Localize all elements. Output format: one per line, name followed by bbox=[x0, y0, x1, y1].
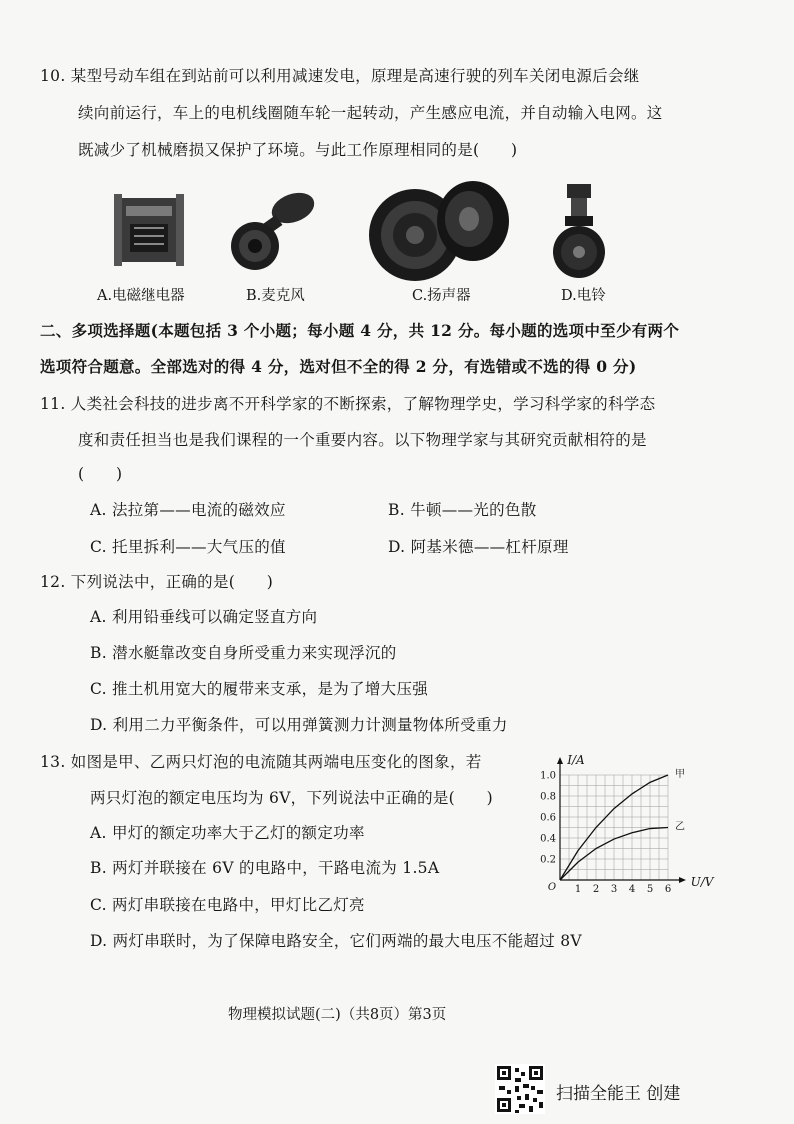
x-axis-label: U/V bbox=[690, 875, 714, 889]
q11-line-2: 度和责任担当也是我们课程的一个重要内容。以下物理学家与其研究贡献相符的是 bbox=[78, 431, 647, 449]
page-footer: 物理模拟试题(二)（共8页）第3页 bbox=[228, 1007, 447, 1023]
q10-option-a: A.电磁继电器 bbox=[97, 288, 185, 304]
y-axis-arrow bbox=[557, 757, 563, 764]
relay-image bbox=[100, 180, 200, 280]
x-tick-label: 1 bbox=[574, 884, 582, 895]
q11-option-b: B. 牛顿——光的色散 bbox=[388, 501, 537, 519]
x-tick-label: 2 bbox=[592, 884, 600, 895]
scanner-watermark: 扫描全能王 创建 bbox=[556, 1084, 681, 1104]
section2-line-2: 选项符合题意。全部选对的得 4 分，选对但不全的得 2 分，有选错或不选的得 0 分) bbox=[40, 357, 637, 376]
origin-label: O bbox=[547, 882, 557, 893]
electric-bell-image bbox=[545, 180, 615, 280]
x-tick-label: 4 bbox=[628, 884, 636, 895]
q12-option-d: D. 利用二力平衡条件，可以用弹簧测力计测量物体所受重力 bbox=[90, 716, 508, 734]
q13-option-a: A. 甲灯的额定功率大于乙灯的额定功率 bbox=[90, 824, 365, 842]
q13-option-b: B. 两灯并联接在 6V 的电路中，干路电流为 1.5A bbox=[90, 859, 440, 877]
x-tick-label: 6 bbox=[664, 884, 672, 895]
q10-option-d: D.电铃 bbox=[561, 288, 606, 304]
microphone-image bbox=[225, 180, 325, 280]
y-tick-label: 1.0 bbox=[540, 770, 556, 782]
y-tick-label: 0.8 bbox=[540, 791, 556, 803]
q13-option-d: D. 两灯串联时，为了保障电路安全，它们两端的最大电压不能超过 8V bbox=[90, 932, 582, 950]
q11-line-1: 11. 人类社会科技的进步离不开科学家的不断探索，了解物理学史，学习科学家的科学态 bbox=[40, 395, 656, 413]
series-label-1: 甲 bbox=[675, 769, 685, 780]
q12-option-a: A. 利用铅垂线可以确定竖直方向 bbox=[90, 608, 318, 626]
q11-line-3: ( ) bbox=[78, 465, 123, 483]
q13-line-1: 13. 如图是甲、乙两只灯泡的电流随其两端电压变化的图象，若 bbox=[40, 753, 482, 771]
q13-line-2: 两只灯泡的额定电压均为 6V，下列说法中正确的是( ) bbox=[90, 789, 493, 807]
y-tick-label: 0.4 bbox=[540, 833, 556, 845]
q12-stem: 12. 下列说法中，正确的是( ) bbox=[40, 573, 274, 591]
q10-line-2: 续向前运行，车上的电机线圈随车轮一起转动，产生感应电流，并自动输入电网。这 bbox=[78, 104, 663, 122]
speaker-image bbox=[365, 175, 515, 285]
y-tick-label: 0.6 bbox=[540, 812, 556, 824]
q10-line-3: 既减少了机械磨损又保护了环境。与此工作原理相同的是( ) bbox=[78, 141, 518, 159]
qr-code-icon bbox=[495, 1064, 545, 1114]
y-tick-label: 0.2 bbox=[540, 854, 556, 866]
q13-option-c: C. 两灯串联接在电路中，甲灯比乙灯亮 bbox=[90, 896, 365, 914]
q11-option-d: D. 阿基米德——杠杆原理 bbox=[388, 538, 569, 556]
x-tick-label: 3 bbox=[610, 884, 618, 895]
y-axis-label: I/A bbox=[567, 753, 585, 767]
q10-line-1: 10. 某型号动车组在到站前可以利用减速发电，原理是高速行驶的列车关闭电源后会继 bbox=[40, 67, 640, 85]
series-label-2: 乙 bbox=[675, 821, 685, 833]
q11-option-c: C. 托里拆利——大气压的值 bbox=[90, 538, 286, 556]
section2-line-1: 二、多项选择题(本题包括 3 个小题；每小题 4 分，共 12 分。每小题的选项中至少有两个 bbox=[40, 321, 680, 340]
q10-option-b: B.麦克风 bbox=[246, 288, 305, 304]
iu-graph bbox=[525, 752, 714, 900]
q10-option-c: C.扬声器 bbox=[412, 288, 471, 304]
q12-option-b: B. 潜水艇靠改变自身所受重力来实现浮沉的 bbox=[90, 644, 397, 662]
x-axis-arrow bbox=[679, 877, 686, 883]
q12-option-c: C. 推土机用宽大的履带来支承，是为了增大压强 bbox=[90, 680, 429, 698]
q11-option-a: A. 法拉第——电流的磁效应 bbox=[90, 501, 286, 519]
x-tick-label: 5 bbox=[646, 884, 654, 895]
